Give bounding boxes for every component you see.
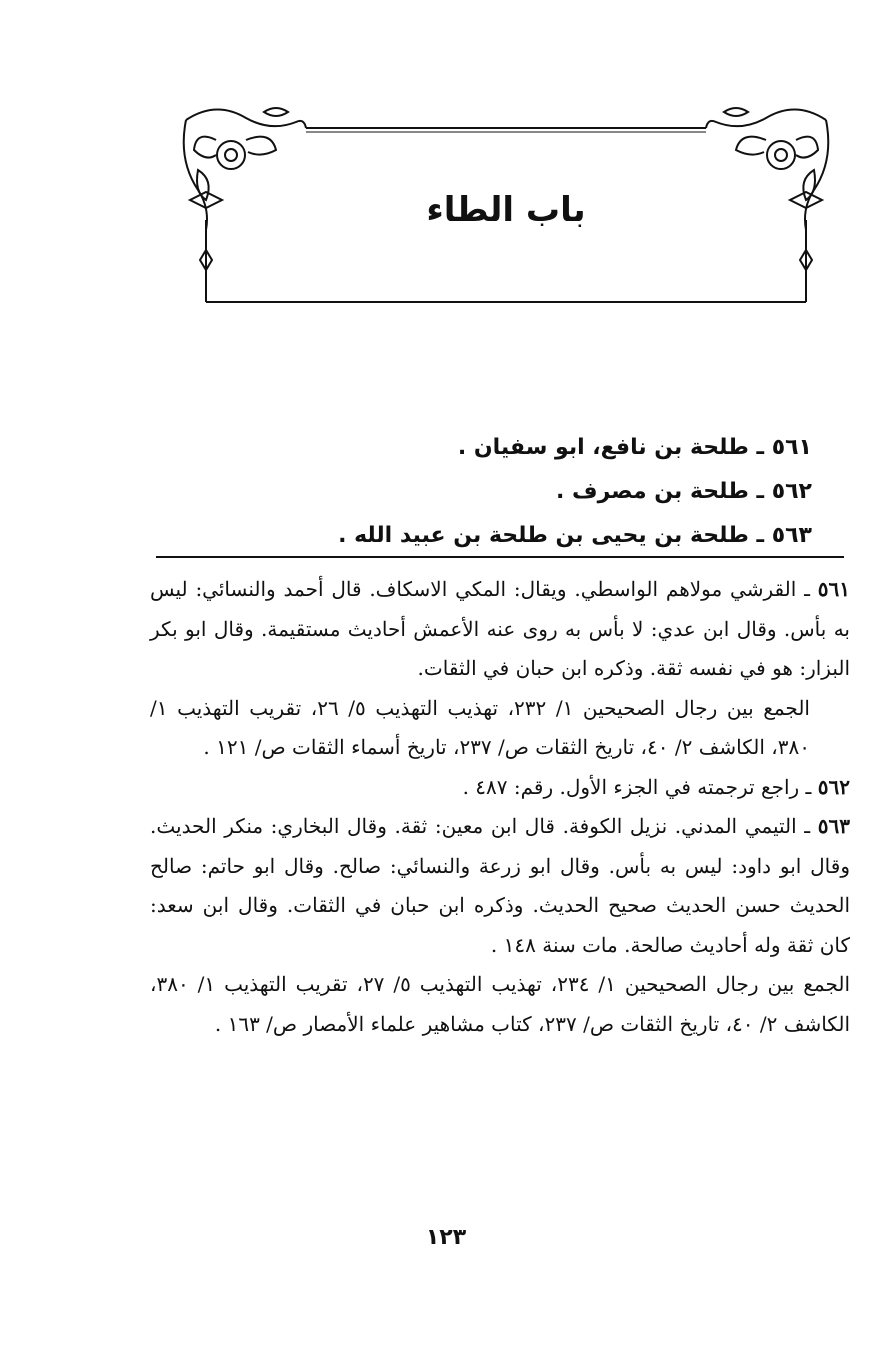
entry-563: ٥٦٣ ـ طلحة بن يحيى بن طلحة بن عبيد الله . <box>338 523 812 548</box>
note-text: ـ التيمي المدني. نزيل الكوفة. قال ابن معين: ثقة. وقال البخاري: منكر الحديث. وقال ابو داود: ليس به بأس. وقال ابو زرعة والنسائي: صالح. وقال ابو حاتم: صالح الحديث حسن الحديث صحيح الحديث. وذكره ابن حبان في الثقات. وقال ابن سعد: كان ثقة وله أحاديث صالحة. مات سنة ١٤٨ . <box>150 814 850 957</box>
note-561 <box>150 570 850 689</box>
entry-561: ٥٦١ ـ طلحة بن نافع، ابو سفيان . <box>457 435 812 460</box>
entry-562: ٥٦٢ ـ طلحة بن مصرف . <box>556 479 812 504</box>
note-563 <box>150 807 850 965</box>
page-number: ١٢٣ <box>425 1225 467 1250</box>
note-number: ٥٦٢ <box>817 774 850 799</box>
note-563-references: الجمع بين رجال الصحيحين ١/ ٢٣٤، تهذيب التهذيب ٥/ ٢٧، تقريب التهذيب ١/ ٣٨٠، الكاشف ٢/ ٤٠، تاريخ الثقات ص/ ٢٣٧، كتاب مشاهير علماء الأمصار ص/ ١٦٣ . <box>150 972 851 1036</box>
entry-list <box>212 428 812 560</box>
note-text: ـ راجع ترجمته في الجزء الأول. رقم: ٤٨٧ . <box>462 774 812 799</box>
note-562 <box>150 768 850 808</box>
chapter-title: باب الطاء <box>426 190 586 230</box>
footnote-separator <box>156 556 844 558</box>
note-text: ـ القرشي مولاهم الواسطي. ويقال: المكي الاسكاف. قال أحمد والنسائي: ليس به بأس. وقال ابن عدي: لا بأس به روى عنه الأعمش أحاديث مستقيمة. وقال ابو بكر البزار: هو في نفسه ثقة. وذكره ابن حبان في الثقات. <box>150 577 850 680</box>
footnotes <box>150 570 850 1044</box>
note-number: ٥٦٣ <box>817 814 851 838</box>
note-561-references: الجمع بين رجال الصحيحين ١/ ٢٣٢، تهذيب التهذيب ٥/ ٢٦، تقريب التهذيب ١/ ٣٨٠، الكاشف ٢/ ٤٠، تاريخ الثقات ص/ ٢٣٧، تاريخ أسماء الثقات ص/ ١٢١ . <box>150 695 810 759</box>
note-number: ٥٦١ <box>817 577 850 601</box>
